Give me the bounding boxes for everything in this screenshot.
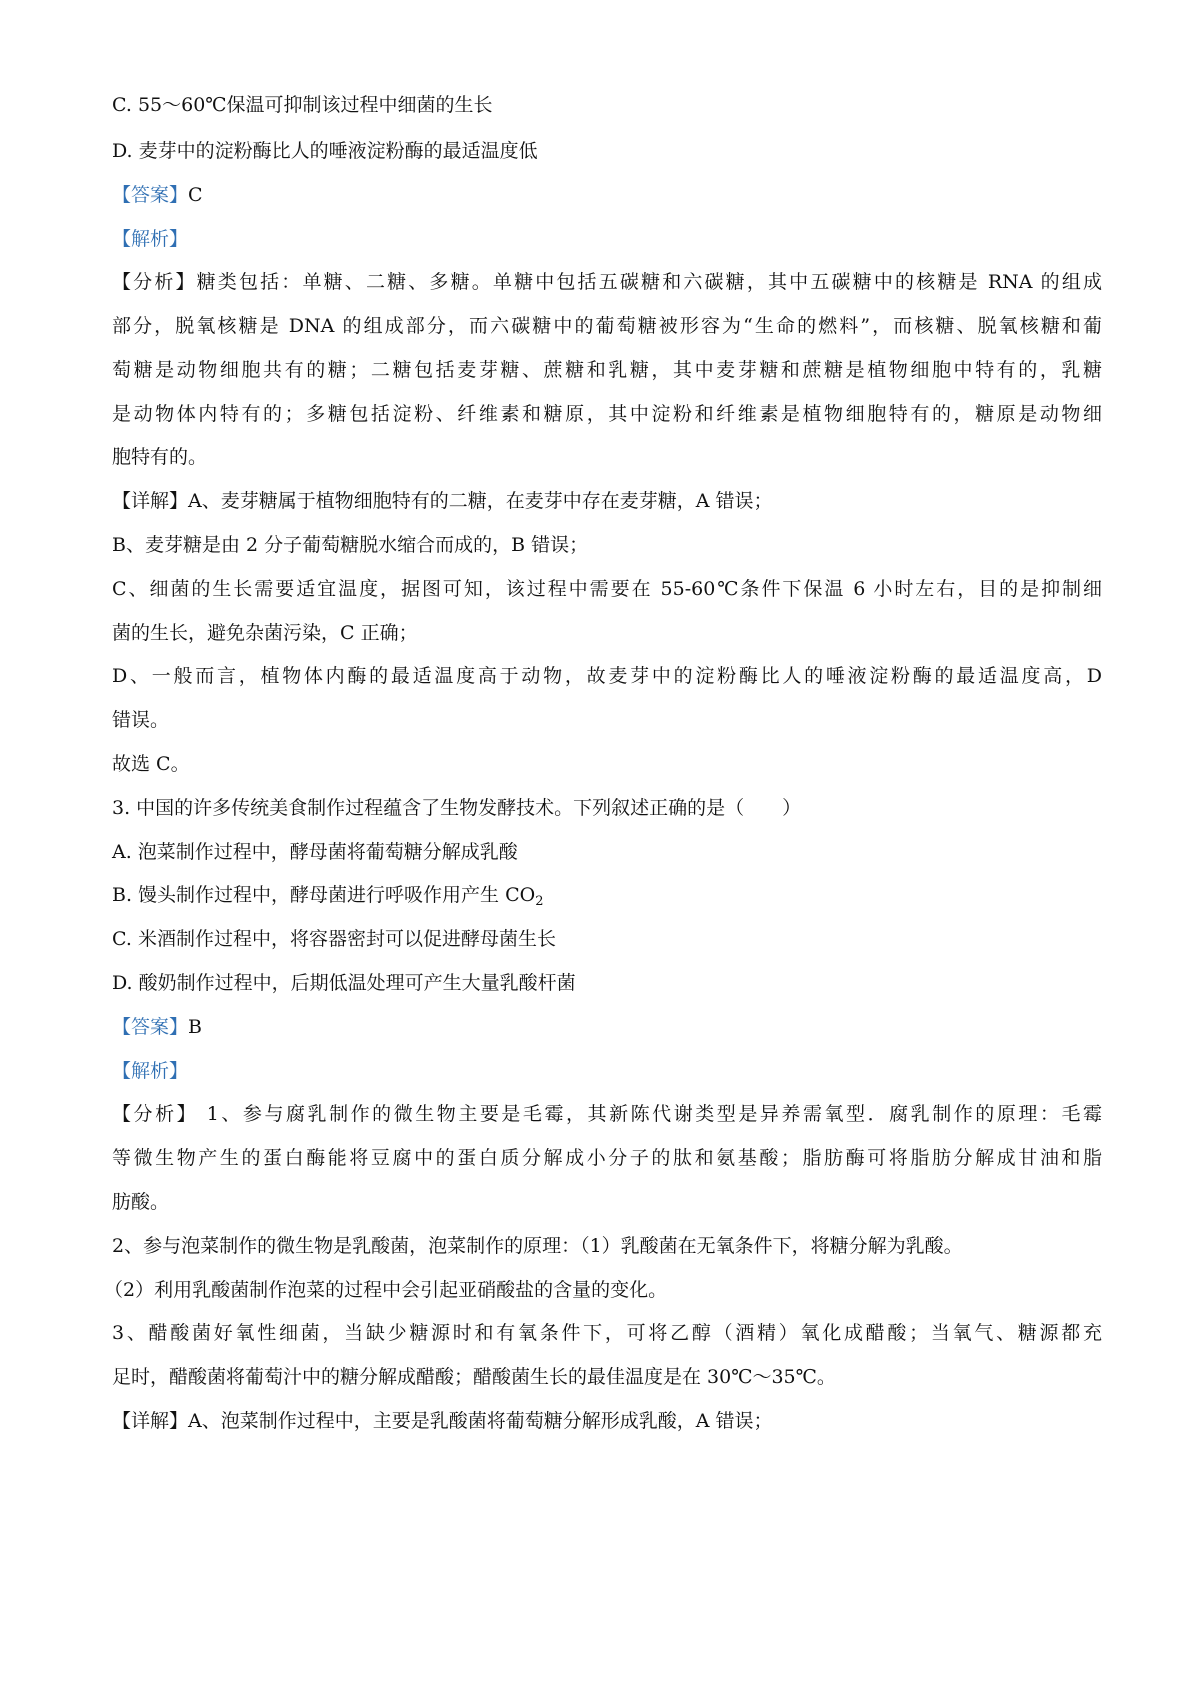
q3-answer — [112, 1013, 1102, 1041]
q3-point-2-sub: （2）利用乳酸菌制作泡菜的过程中会引起亚硝酸盐的含量的变化。 — [104, 1279, 668, 1301]
q3-analysis-label: 【解析】 — [112, 1060, 189, 1082]
q2-analysis-label: 【解析】 — [112, 228, 189, 250]
q2-detail-d: D、一般而言，植物体内酶的最适温度高于动物，故麦芽中的淀粉酶比人的唾液淀粉酶的最适温度高，D — [112, 665, 1102, 687]
q3-option-a: A. 泡菜制作过程中，酵母菌将葡萄糖分解成乳酸 — [112, 841, 518, 863]
q3-fenxi-line: 肪酸。 — [112, 1191, 170, 1213]
q2-fenxi-line: 部分，脱氧核糖是 DNA 的组成部分，而六碳糖中的葡萄糖被形容为“生命的燃料”，而核糖、脱氧核糖和葡 — [112, 315, 1102, 337]
q2-detail-a: 【详解】A、麦芽糖属于植物细胞特有的二糖，在麦芽中存在麦芽糖，A 错误； — [112, 490, 773, 512]
q3-option-d: D. 酸奶制作过程中，后期低温处理可产生大量乳酸杆菌 — [112, 972, 576, 994]
option-b-text: B. 馒头制作过程中，酵母菌进行呼吸作用产生 CO — [112, 884, 536, 906]
answer-value: B — [188, 1016, 202, 1038]
q3-stem: 3. 中国的许多传统美食制作过程蕴含了生物发酵技术。下列叙述正确的是（ ） — [112, 797, 802, 819]
q3-fenxi-line: 等微生物产生的蛋白酶能将豆腐中的蛋白质分解成小分子的肽和氨基酸；脂肪酶可将脂肪分解成甘油和脂 — [112, 1147, 1102, 1169]
q3-option-b — [112, 881, 1102, 909]
q2-detail-c: C、细菌的生长需要适宜温度，据图可知，该过程中需要在 55-60℃条件下保温 6 小时左右，目的是抑制细 — [112, 578, 1102, 600]
option-b-subscript: 2 — [535, 894, 544, 909]
q3-option-c: C. 米酒制作过程中，将容器密封可以促进酵母菌生长 — [112, 928, 556, 950]
q3-fenxi-line: 【分析】 1、参与腐乳制作的微生物主要是毛霉，其新陈代谢类型是异养需氧型．腐乳制作的原理：毛霉 — [112, 1103, 1102, 1125]
answer-value: C — [188, 184, 203, 206]
q2-fenxi-line: 胞特有的。 — [112, 446, 208, 468]
q2-conclusion: 故选 C。 — [112, 753, 190, 775]
q2-detail-c: 菌的生长，避免杂菌污染，C 正确； — [112, 622, 418, 644]
q2-answer — [112, 181, 1102, 209]
q2-fenxi-line: 【分析】糖类包括：单糖、二糖、多糖。单糖中包括五碳糖和六碳糖，其中五碳糖中的核糖是 RNA 的组成 — [112, 271, 1102, 293]
q2-detail-d: 错误。 — [112, 709, 170, 731]
q2-option-d: D. 麦芽中的淀粉酶比人的唾液淀粉酶的最适温度低 — [112, 140, 538, 162]
q3-point-3: 足时，醋酸菌将葡萄汁中的糖分解成醋酸；醋酸菌生长的最佳温度是在 30℃～35℃。 — [112, 1366, 836, 1388]
q2-option-c: C. 55～60℃保温可抑制该过程中细菌的生长 — [112, 94, 493, 116]
q3-detail-a: 【详解】A、泡菜制作过程中，主要是乳酸菌将葡萄糖分解形成乳酸，A 错误； — [112, 1410, 773, 1432]
q2-fenxi-line: 是动物体内特有的；多糖包括淀粉、纤维素和糖原，其中淀粉和纤维素是植物细胞特有的，糖原是动物细 — [112, 403, 1102, 425]
q3-point-2: 2、参与泡菜制作的微生物是乳酸菌，泡菜制作的原理：（1）乳酸菌在无氧条件下，将糖分解为乳酸。 — [112, 1235, 963, 1257]
answer-label: 【答案】 — [112, 1016, 189, 1038]
q3-point-3: 3、醋酸菌好氧性细菌，当缺少糖源时和有氧条件下，可将乙醇（酒精）氧化成醋酸；当氧气、糖源都充 — [112, 1322, 1102, 1344]
q2-fenxi-line: 萄糖是动物细胞共有的糖；二糖包括麦芽糖、蔗糖和乳糖，其中麦芽糖和蔗糖是植物细胞中特有的，乳糖 — [112, 359, 1102, 381]
q2-detail-b: B、麦芽糖是由 2 分子葡萄糖脱水缩合而成的，B 错误； — [112, 534, 589, 556]
answer-label: 【答案】 — [112, 184, 189, 206]
